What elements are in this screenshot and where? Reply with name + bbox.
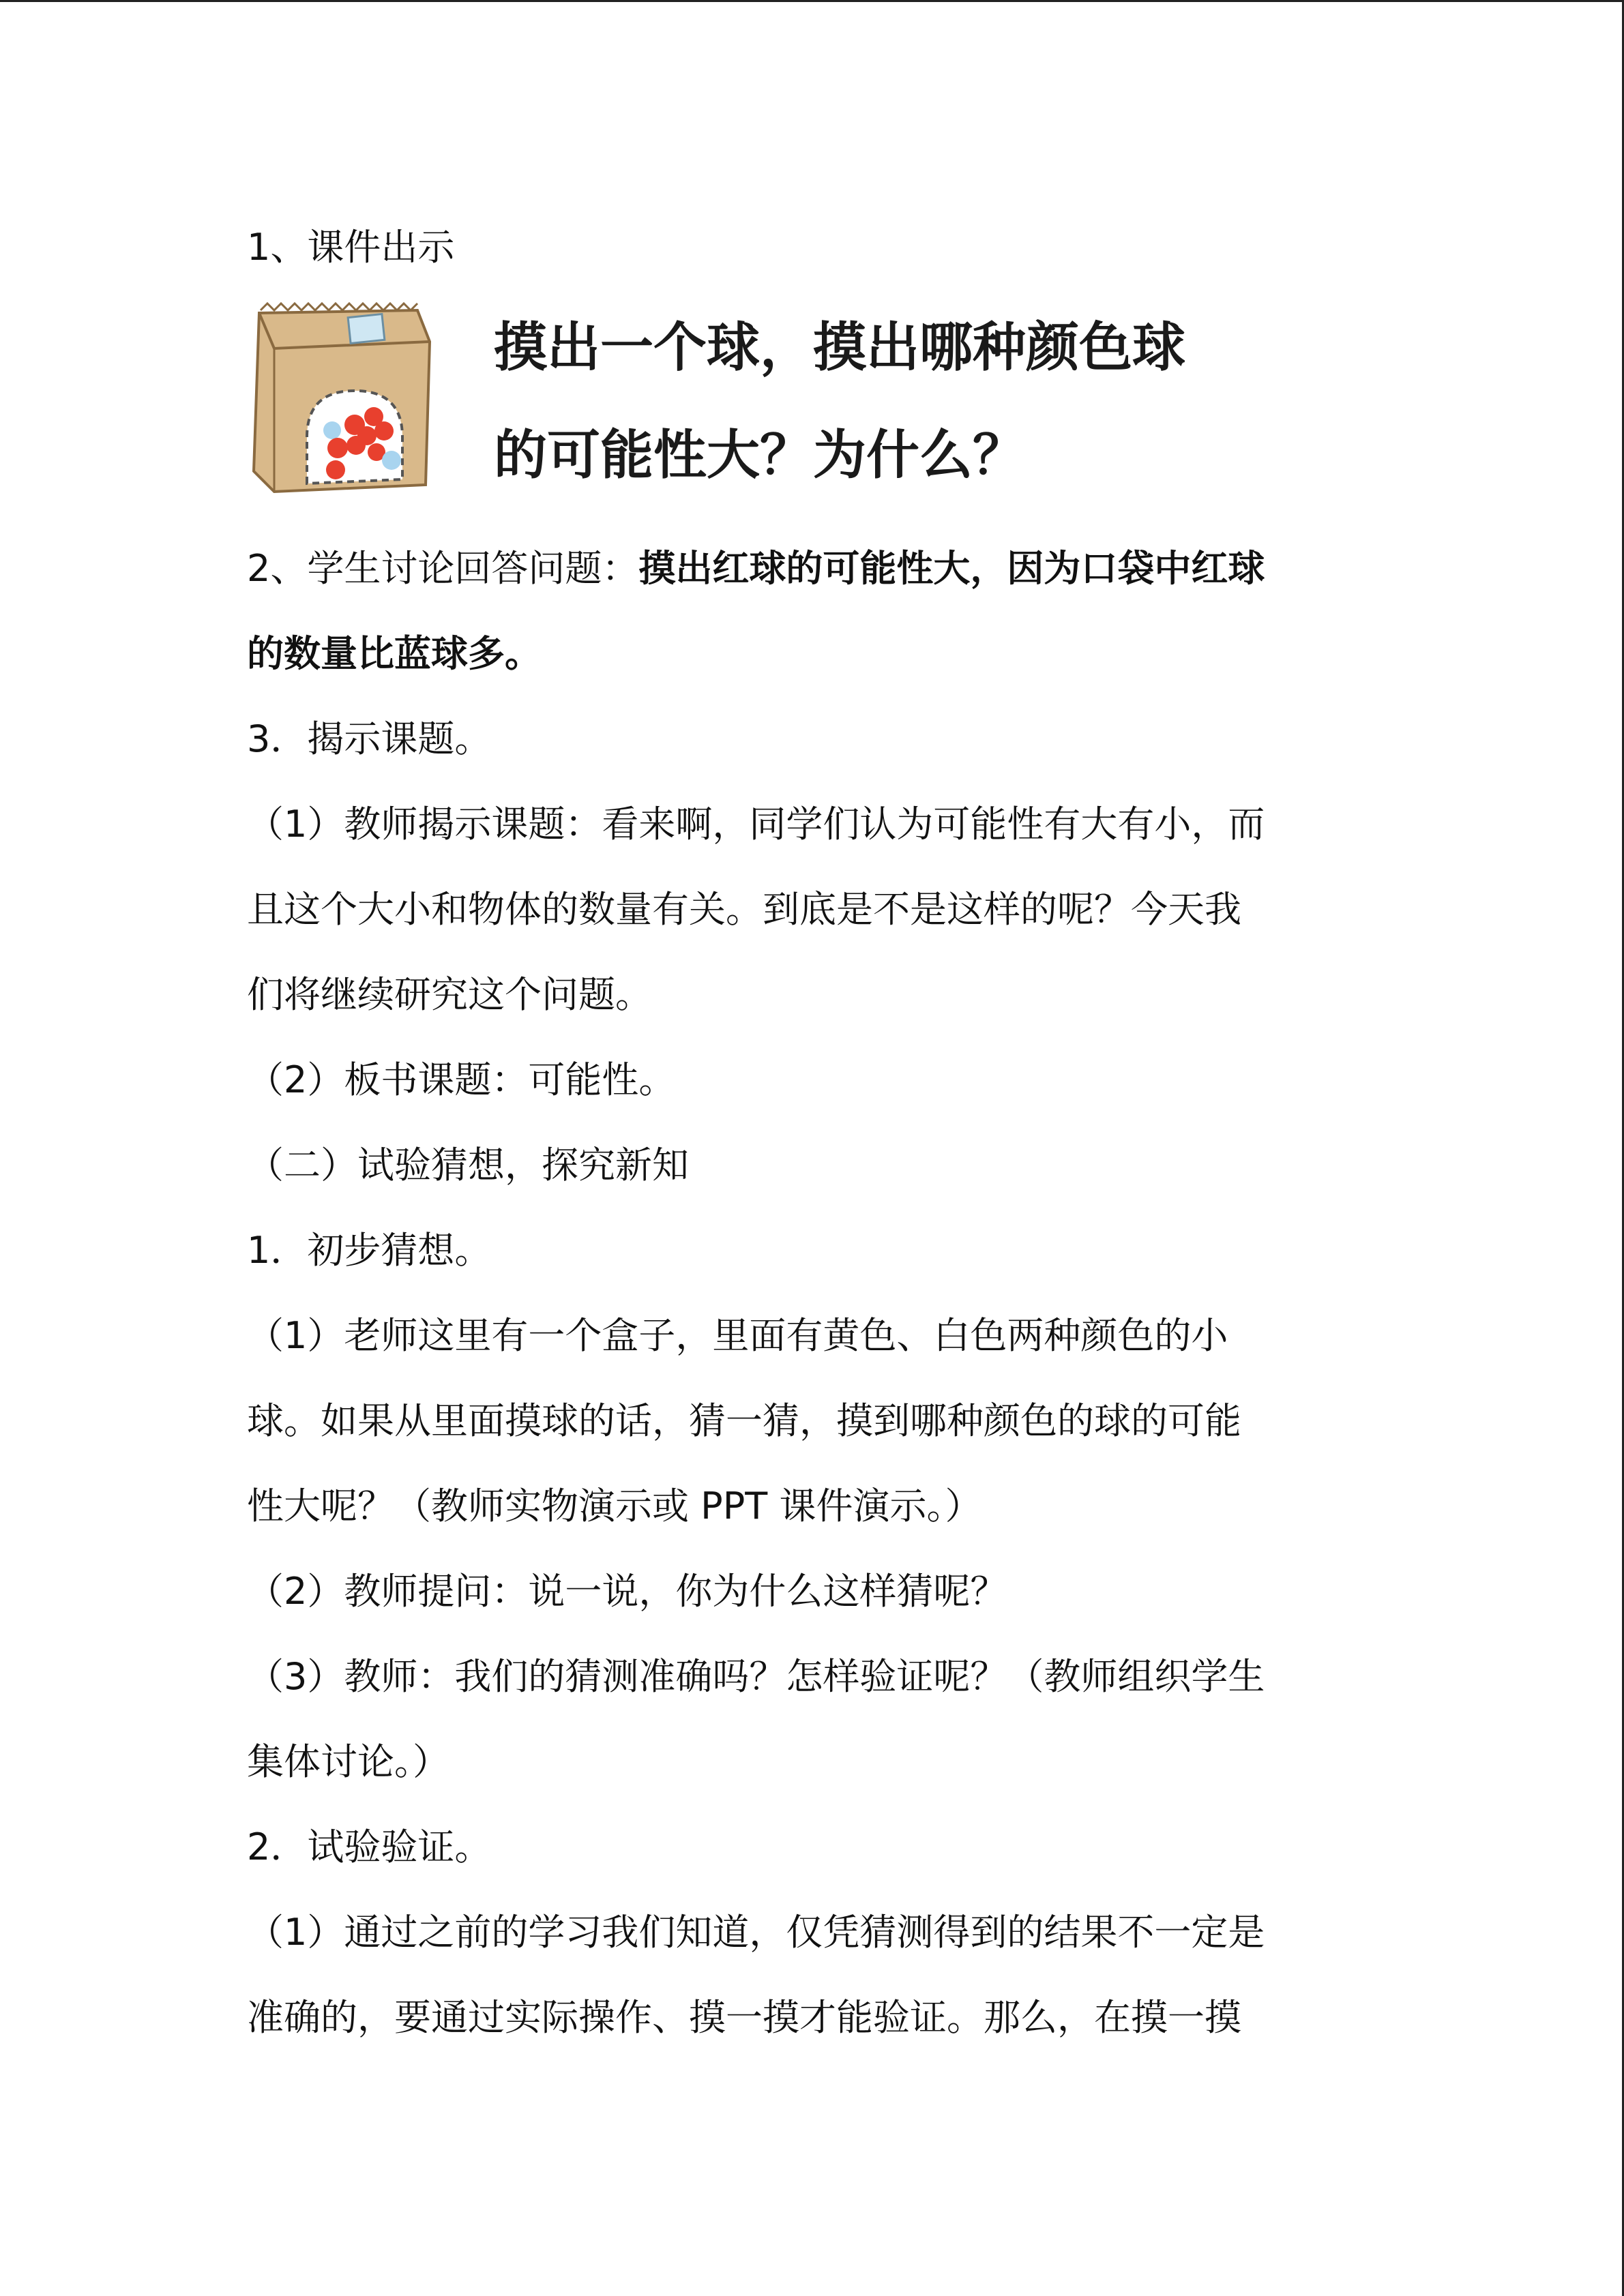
courseware-slide: [247, 294, 1379, 526]
slide-question: [494, 294, 1381, 509]
document-body: [247, 205, 1379, 2060]
ball-bag-illustration: [247, 301, 452, 505]
paragraph-7: 1．初步猜想。: [247, 1229, 492, 1272]
paragraph-10-line-2: 集体讨论。）: [247, 1740, 449, 1783]
paragraph-8-line-3: 性大呢？（教师实物演示或 PPT 课件演示。）: [247, 1485, 982, 1527]
paragraph-12-line-2: 准确的，要通过实际操作、摸一摸才能验证。那么，在摸一摸: [247, 1996, 1241, 2039]
paragraph-2: [247, 526, 1379, 611]
paragraph-4-line-2: 且这个大小和物体的数量有关。到底是不是这样的呢？今天我: [247, 888, 1241, 931]
paragraph-6: （二）试验猜想，探究新知: [247, 1144, 689, 1187]
paragraph-8-line-2: 球。如果从里面摸球的话，猜一猜，摸到哪种颜色的球的可能: [247, 1399, 1241, 1442]
paragraph-4-line-3: 们将继续研究这个问题。: [247, 973, 652, 1016]
paragraph-4-line-1: （1）教师揭示课题：看来啊，同学们认为可能性有大有小，而: [247, 803, 1265, 846]
slide-question-line-1: 摸出一个球，摸出哪种颜色球: [494, 317, 1186, 378]
paragraph-11: 2．试验验证。: [247, 1825, 492, 1868]
paragraph-10-line-1: （3）教师：我们的猜测准确吗？怎样验证呢？（教师组织学生: [247, 1655, 1265, 1698]
paragraph-2-answer-a: 摸出红球的可能性大，因为口袋中红球: [638, 547, 1265, 590]
slide-question-line-2: 的可能性大？为什么？: [494, 425, 1027, 486]
paragraph-2-prefix: 2、学生讨论回答问题：: [247, 547, 639, 590]
paragraph-5: （2）板书课题：可能性。: [247, 1058, 676, 1101]
paragraph-3: 3．揭示课题。: [247, 717, 492, 760]
paragraph-12-line-1: （1）通过之前的学习我们知道，仅凭猜测得到的结果不一定是: [247, 1911, 1265, 1954]
paragraph-9: （2）教师提问：说一说，你为什么这样猜呢？: [247, 1570, 1007, 1613]
paragraph-1: 1、课件出示: [247, 226, 455, 269]
paragraph-2-answer-b: 的数量比蓝球多。: [247, 632, 542, 675]
paragraph-8-line-1: （1）老师这里有一个盒子，里面有黄色、白色两种颜色的小: [247, 1314, 1228, 1357]
